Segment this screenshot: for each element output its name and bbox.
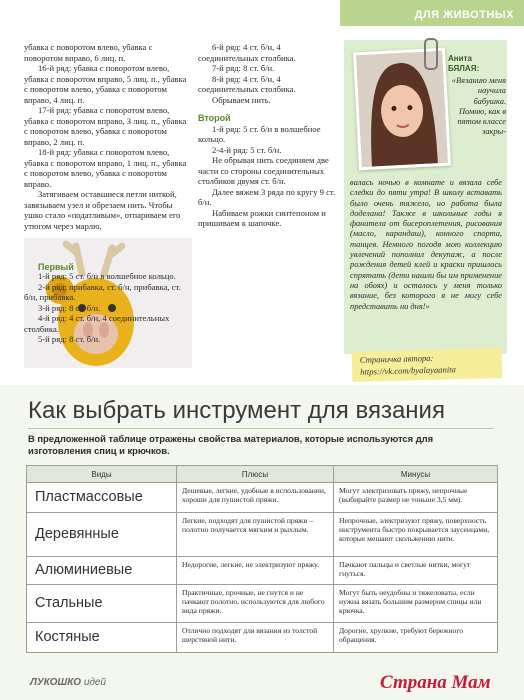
author-last-name: БЯЛАЯ: — [448, 64, 480, 73]
row-instruction: 2-й ряд: прибавка, ст. б/н, прибавка, ст. б/н, прибавка. — [24, 281, 181, 302]
material-cons: Пачкают пальцы и светлые нитки, могут гнуться. — [334, 557, 498, 585]
row-instruction: 1-й ряд: 5 ст. б/н в волшебное кольцо. — [198, 123, 321, 144]
tools-comparison-table — [26, 465, 498, 653]
table-row — [27, 513, 498, 557]
table-row — [27, 557, 498, 585]
header-band-left — [0, 0, 340, 26]
text-paragraph: Обрываем нить. — [212, 94, 271, 105]
row-instruction: 5-й ряд: 8 ст. б/н. — [38, 334, 101, 344]
material-name: Деревянные — [27, 513, 177, 557]
logo-sub: идей — [83, 677, 107, 688]
material-cons: Могут электризовать пряжу, непрочные (выбирайте размер не тоньше 3,5 мм). — [334, 483, 498, 513]
text-paragraph: убавка с поворотом влево, убавка с поворотом вправо, 6 лиц. п. — [24, 42, 153, 63]
text-paragraph: Затягиваем оставшиеся петли ниткой, завязываем узел и обрезаем нить. Чтобы ушко стало «податливым», отпариваем его утюгом через марлю. — [24, 189, 181, 231]
text-paragraph: 16-й ряд: убавка с поворотом влево, убавка с поворотом вправо, 5 лиц. п., убавка с поворотом влево, убавка с поворотом вправо, 4 лиц. п. — [24, 63, 187, 105]
paperclip-icon — [424, 38, 438, 70]
material-pros: Дешевые, легкие, удобные в использовании, хороши для пушистой пряжи. — [177, 483, 334, 513]
row-instruction: 3-й ряд: 8 ст. б/н. — [38, 302, 101, 313]
table-row — [27, 623, 498, 653]
row-instruction: 8-й ряд: 4 ст. б/н, 4 соединительных столбика. — [198, 73, 296, 94]
row-instruction: 4-й ряд: 4 ст. б/н, 4 соединительных столбика. — [24, 313, 170, 334]
material-name: Стальные — [27, 585, 177, 623]
row-instruction: 1-й ряд: 5 ст. б/н в волшебное кольцо. — [38, 271, 176, 281]
column-header: Минусы — [334, 466, 498, 483]
first-horn-heading: Первый — [38, 262, 74, 272]
author-quote: валась ночью в комнате и вязала себе следки до пяти утра! В школу вставать было очень тяжело, но работа была доделана! Также в школьные годы я фанатела от бисероплетения, рисования (масло, карандаш), конного спорта, танцев. Немного погодя мою коллекцию увлечений пополнил декупаж, а после рождения детей клей и краски пришлось спрятать (дети нашли бы им применение на обоях) и осталось у меня только вязание, без которого я не могу себе представить ни дня!» — [350, 178, 502, 311]
column-header: Плюсы — [177, 466, 334, 483]
row-instruction: 7-й ряд: 8 ст. б/н. — [212, 63, 275, 73]
material-pros: Легкие, подходят для пушистой пряжи – полотно получается мягким и рыхлым. — [177, 513, 334, 557]
material-cons: Могут быть неудобны и тяжеловаты, если нужна вязать большим размером спицы или крючка. — [334, 585, 498, 623]
material-name: Костяные — [27, 623, 177, 653]
logo-main: ЛУКОШКО — [30, 677, 82, 688]
material-cons: Непрочные, электризуют пряжу, поверхность инструмента быстро покрывается заусенцами, которые мешают скольжению нити. — [334, 513, 498, 557]
author-page-title: Страничка автора: — [359, 352, 434, 365]
article-title: Как выбрать инструмент для вязания — [28, 397, 445, 424]
material-name: Алюминиевые — [27, 557, 177, 585]
material-pros: Недорогие, легкие, не электризуют пряжу. — [177, 557, 334, 585]
section-label: ДЛЯ ЖИВОТНЫХ — [414, 9, 514, 21]
title-divider — [28, 428, 494, 429]
site-watermark: Страна Мам — [380, 672, 491, 693]
horn-first-rows — [24, 271, 188, 345]
text-paragraph: 18-й ряд: убавка с поворотом влево, убавка с поворотом вправо, 1 лиц. п., убавка с поворотом влево, убавка с поворотом вправо. — [24, 147, 187, 189]
table-header-row — [27, 466, 498, 483]
author-page-link[interactable]: https://vk.com/byalayaanita — [360, 364, 456, 377]
author-name — [448, 54, 479, 74]
second-horn-heading: Второй — [198, 113, 231, 123]
text-paragraph: Не обрывая нить соединяем две части со стороны соединительных столбиков двумя ст. б/н. — [198, 155, 329, 186]
author-first-name: Анита — [448, 54, 472, 63]
left-column — [24, 42, 188, 231]
text-paragraph: 17-й ряд: убавка с поворотом влево, убавка с поворотом вправо, 3 лиц. п., убавка с поворотом влево, убавка с поворотом вправо, 2 лиц. п. — [24, 105, 187, 147]
middle-column — [198, 42, 340, 229]
material-name: Пластмассовые — [27, 483, 177, 513]
section-header — [0, 0, 524, 26]
material-pros: Отлично подходят для вязания из толстой шерстяной нити. — [177, 623, 334, 653]
material-pros: Практичные, прочные, не гнутся и не пачкают полотно, используются для любого вида пряжи. — [177, 585, 334, 623]
material-cons: Дорогие, хрупкие, требуют бережного обращения. — [334, 623, 498, 653]
table-row — [27, 483, 498, 513]
text-paragraph: Набиваем рожки синтепоном и пришиваем к шапочке. — [198, 207, 326, 228]
row-instruction: 6-й ряд: 4 ст. б/н, 4 соединительных столбика. — [198, 42, 296, 63]
row-instruction: 2-4-й ряд: 5 ст. б/н. — [212, 144, 282, 155]
author-page-note — [352, 348, 503, 382]
magazine-logo — [30, 677, 106, 688]
author-quote-top: «Вязанию меня научила бабушка. Помню, как в пятом классе закры- — [451, 76, 506, 137]
article-intro: В предложенной таблице отражены свойства материалов, которые используются для изготовления спиц и крючков. — [28, 433, 434, 456]
text-paragraph: Далее вяжем 3 ряда по кругу 9 ст. б/н. — [198, 186, 336, 207]
table-row — [27, 585, 498, 623]
column-header: Виды — [27, 466, 177, 483]
